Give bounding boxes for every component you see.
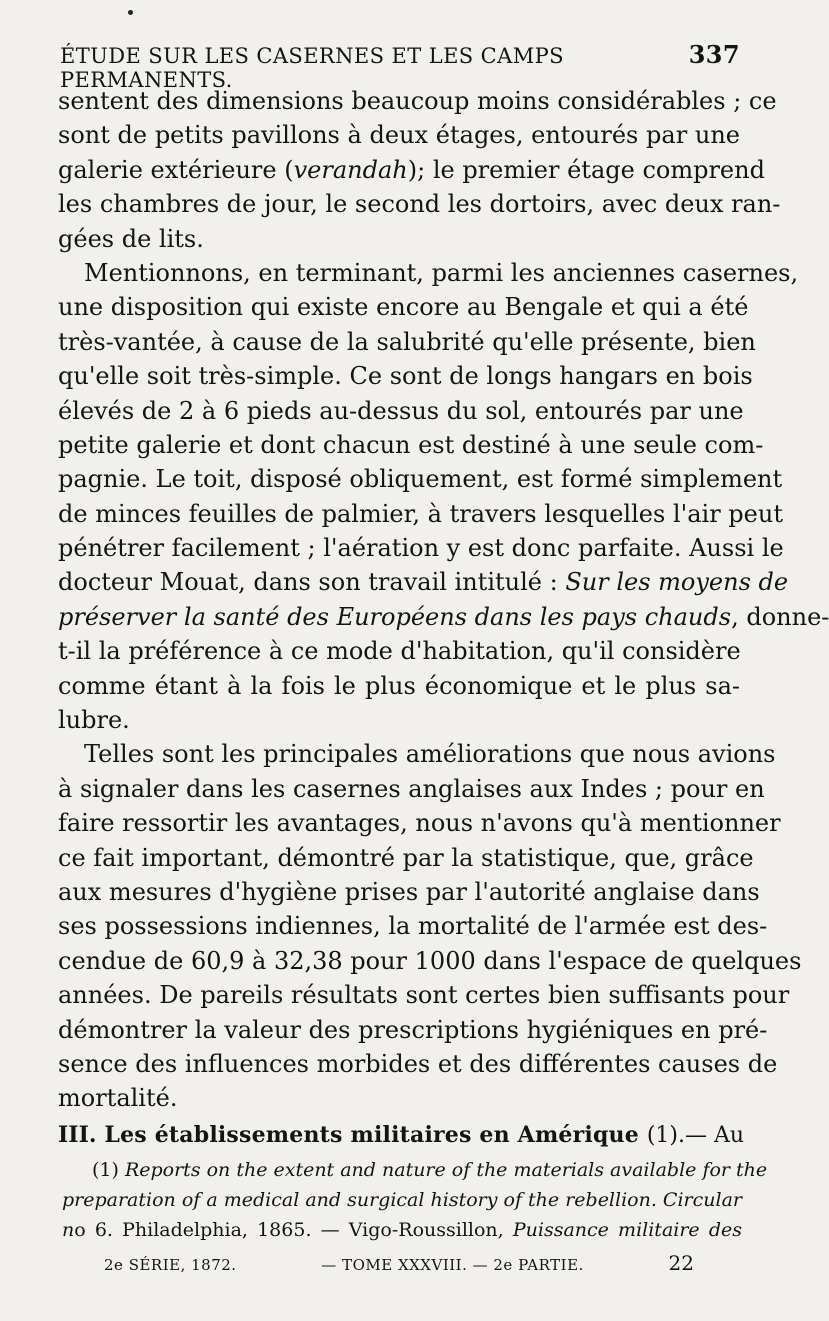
volume-info: — TOME XXXVIII. — 2e PARTIE. xyxy=(321,1256,584,1274)
series-info: 2e SÉRIE, 1872. xyxy=(104,1256,237,1274)
page-number: 337 xyxy=(688,40,740,69)
footnotes xyxy=(62,1155,768,1245)
text-line: lubre. xyxy=(58,706,130,735)
text-line: années. De pareils résultats sont certes bien suffisants pour xyxy=(58,981,790,1010)
text-line: qu'elle soit très-simple. Ce sont de longs hangars en bois xyxy=(58,362,753,391)
text-line: comme étant à la fois le plus économique et le plus sa- xyxy=(58,671,740,700)
footnote-line xyxy=(62,1185,742,1215)
body-text xyxy=(58,84,829,1154)
text-line: mortalité. xyxy=(58,1084,178,1113)
text-line: sence des influences morbides et des différentes causes de xyxy=(58,1049,778,1078)
ink-speck xyxy=(128,10,133,15)
text-line: les chambres de jour, le second les dortoirs, avec deux ran- xyxy=(58,190,781,219)
italic-title: preparation of a medical and surgical history of the rebellion. Circular xyxy=(62,1189,742,1211)
section-heading xyxy=(58,1116,745,1154)
text-line: sont de petits pavillons à deux étages, entourés par une xyxy=(58,121,740,150)
text-line: de minces feuilles de palmier, à travers lesquelles l'air peut xyxy=(58,499,783,528)
text-line: faire ressortir les avantages, nous n'avons qu'à mentionner xyxy=(58,809,781,838)
text-line: t-il la préférence à ce mode d'habitation, qu'il considère xyxy=(58,637,741,666)
text-line xyxy=(58,600,829,634)
page-footer xyxy=(104,1251,694,1275)
footnote-reference: (1).— Au xyxy=(646,1122,745,1148)
text-line: pénétrer facilement ; l'aération y est donc parfaite. Aussi le xyxy=(58,534,784,563)
text-run: docteur Mouat, dans son travail intitulé : xyxy=(58,568,566,597)
italic-title: Reports on the extent and nature of the materials available for the xyxy=(124,1159,768,1181)
text-line: Telles sont les principales améliorations que nous avions xyxy=(84,740,776,769)
text-line: ses possessions indiennes, la mortalité de l'armée est des- xyxy=(58,912,768,941)
text-line: démontrer la valeur des prescriptions hygiéniques en pré- xyxy=(58,1015,768,1044)
running-title: ÉTUDE SUR LES CASERNES ET LES CAMPS PERMANENTS. xyxy=(60,44,564,92)
footnote-line xyxy=(62,1215,742,1245)
text-run: ); le premier étage comprend xyxy=(407,155,765,184)
text-line xyxy=(58,565,789,599)
text-run: o 6. Philadelphia, 1865. — Vigo-Roussillon, xyxy=(74,1219,513,1241)
text-line: aux mesures d'hygiène prises par l'autorité anglaise dans xyxy=(58,877,760,906)
text-run: galerie extérieure ( xyxy=(58,155,294,184)
italic-title: verandah xyxy=(293,155,408,184)
footnote-line xyxy=(62,1155,768,1185)
italic-title: Puissance militaire des xyxy=(512,1219,742,1241)
italic-title: préserver la santé des Européens dans les pays chauds xyxy=(58,602,732,631)
text-run: , donne- xyxy=(731,602,829,631)
text-line: gées de lits. xyxy=(58,224,204,253)
text-line: très-vantée, à cause de la salubrité qu'elle présente, bien xyxy=(58,327,756,356)
italic-title: Sur les moyens de xyxy=(565,568,789,597)
text-line xyxy=(58,153,765,187)
text-line: élevés de 2 à 6 pieds au-dessus du sol, entourés par une xyxy=(58,396,744,425)
text-line: sentent des dimensions beaucoup moins considérables ; ce xyxy=(58,87,777,115)
text-line: Mentionnons, en terminant, parmi les anciennes casernes, xyxy=(84,258,799,287)
section-title: Les établissements militaires en Amérique xyxy=(96,1121,647,1148)
text-run: (1) xyxy=(92,1159,125,1181)
text-line: à signaler dans les casernes anglaises aux Indes ; pour en xyxy=(58,774,765,803)
text-line: ce fait important, démontré par la statistique, que, grâce xyxy=(58,843,754,872)
signature-mark: 22 xyxy=(668,1251,694,1275)
italic-title: n xyxy=(62,1219,75,1241)
text-line: cendue de 60,9 à 32,38 pour 1000 dans l'espace de quelques xyxy=(58,946,802,975)
section-number: III. xyxy=(58,1121,97,1148)
text-line: une disposition qui existe encore au Bengale et qui a été xyxy=(58,293,749,322)
text-line: pagnie. Le toit, disposé obliquement, est formé simplement xyxy=(58,465,783,494)
text-line: petite galerie et dont chacun est destiné à une seule com- xyxy=(58,430,764,459)
